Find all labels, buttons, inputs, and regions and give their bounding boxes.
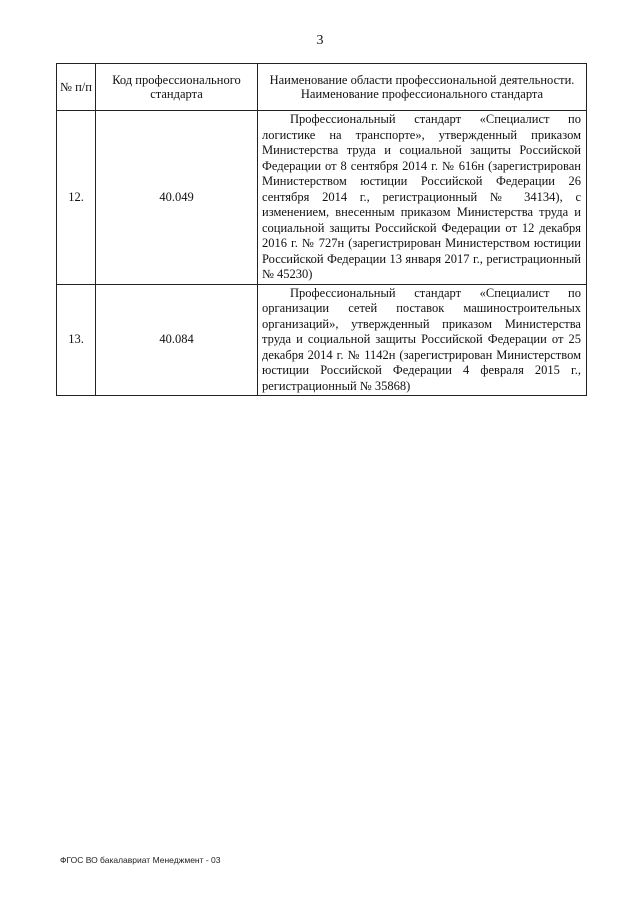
header-name: Наименование области профессиональной деятельности. Наименование профессионального стандарта bbox=[258, 64, 587, 111]
header-num: № п/п bbox=[57, 64, 96, 111]
row-num: 12. bbox=[57, 111, 96, 285]
row-code: 40.084 bbox=[96, 284, 258, 396]
header-code: Код профессионального стандарта bbox=[96, 64, 258, 111]
table-row bbox=[57, 111, 587, 285]
professional-standards-table bbox=[56, 63, 587, 396]
table-row bbox=[57, 284, 587, 396]
row-num: 13. bbox=[57, 284, 96, 396]
document-footer: ФГОС ВО бакалавриат Менеджмент - 03 bbox=[60, 855, 221, 865]
table-header-row bbox=[57, 64, 587, 111]
page-number: 3 bbox=[316, 33, 324, 48]
row-code: 40.049 bbox=[96, 111, 258, 285]
row-description: Профессиональный стандарт «Специалист по организации сетей поставок машиностроительных организаций», утвержденный приказом Министерства труда и социальной защиты Российской Федерации от 25 декабря 2014 г. № 1142н (зарегистрирован Министерством юстиции Российской Федерации 4 февраля 2015 г., регистрационный № 35868) bbox=[258, 284, 587, 396]
row-description: Профессиональный стандарт «Специалист по логистике на транспорте», утвержденный приказом Министерства труда и социальной защиты Российской Федерации от 8 сентября 2014 г. № 616н (зарегистрирован Министерством юстиции Российской Федерации 26 сентября 2014 г., регистрационный № 34134), с изменением, внесенным приказом Министерства труда и социальной защиты Российской Федерации от 12 декабря 2016 г. № 727н (зарегистрирован Министерством юстиции Российской Федерации 13 января 2017 г., регистрационный № 45230) bbox=[258, 111, 587, 285]
